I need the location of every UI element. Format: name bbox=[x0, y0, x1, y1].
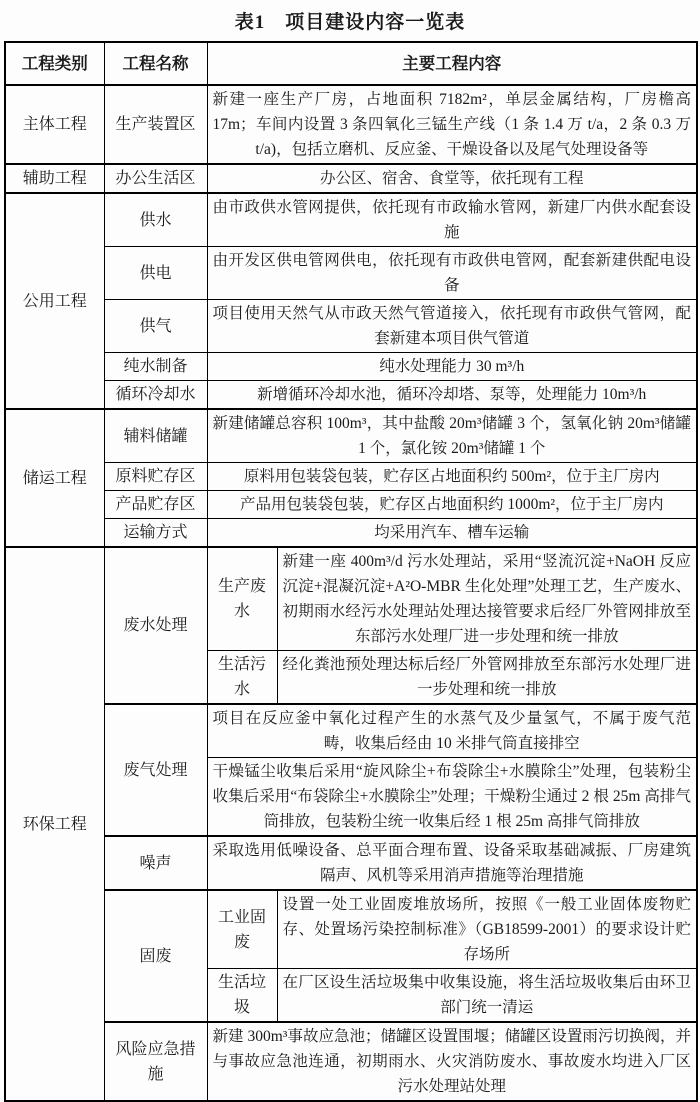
content-cell: 项目使用天然气从市政天然气管道接入，依托现有市政供气管网，配套新建本项目供气管道 bbox=[207, 300, 697, 353]
content-cell: 均采用汽车、槽车运输 bbox=[207, 519, 697, 548]
content-cell: 产品用包装袋包装，贮存区占地面积约 1000m²，位于主厂房内 bbox=[207, 491, 697, 519]
table-row bbox=[5, 519, 697, 548]
name-cell: 噪声 bbox=[104, 836, 207, 890]
name-cell: 纯水制备 bbox=[104, 353, 207, 381]
table-row bbox=[5, 164, 697, 193]
table-row bbox=[5, 409, 697, 463]
name-cell: 风险应急措施 bbox=[104, 1022, 207, 1101]
table-row bbox=[5, 463, 697, 491]
table-row bbox=[5, 353, 697, 381]
name-cell: 辅料储罐 bbox=[104, 409, 207, 463]
content-cell: 经化粪池预处理达标后经厂外管网排放至东部污水处理厂进一步处理和统一排放 bbox=[277, 651, 697, 705]
content-cell: 由开发区供电管网供电，依托现有市政供电管网，配套新建供配电设备 bbox=[207, 247, 697, 300]
name-cell: 供气 bbox=[104, 300, 207, 353]
table-row bbox=[5, 247, 697, 300]
category-cell: 环保工程 bbox=[5, 547, 104, 1101]
name-cell: 产品贮存区 bbox=[104, 491, 207, 519]
table-row bbox=[5, 381, 697, 410]
subname-cell: 生产废水 bbox=[207, 547, 277, 651]
table-row bbox=[5, 836, 697, 890]
content-cell: 干燥锰尘收集后采用“旋风除尘+布袋除尘+水膜除尘”处理，包装粉尘收集后采用“布袋除尘+水膜除尘”处理；干燥粉尘通过 2 根 25m 高排气筒排放，包装粉尘统一收集后经 1 根 25m 高排气筒排放 bbox=[207, 758, 697, 837]
document-page bbox=[0, 7, 700, 1095]
content-cell: 新增循环冷却水池，循环冷却塔、泵等，处理能力 10m³/h bbox=[207, 381, 697, 410]
project-construction-table bbox=[4, 41, 698, 1102]
category-cell: 公用工程 bbox=[5, 193, 104, 409]
content-cell: 在厂区设生活垃圾集中收集设施，将生活垃圾收集后由环卫部门统一清运 bbox=[277, 969, 697, 1023]
subname-cell: 生活污水 bbox=[207, 651, 277, 705]
name-cell: 固废 bbox=[104, 890, 207, 1022]
header-category: 工程类别 bbox=[5, 42, 104, 85]
subname-cell: 工业固废 bbox=[207, 890, 277, 969]
table-title: 表1 项目建设内容一览表 bbox=[234, 12, 466, 33]
table-row bbox=[5, 300, 697, 353]
header-content: 主要工程内容 bbox=[207, 42, 697, 85]
table-row bbox=[5, 85, 697, 164]
table-row bbox=[5, 193, 697, 247]
content-cell: 新建 300m³事故应急池；储罐区设置围堰；储罐区设置雨污切换阀，并与事故应急池连通，初期雨水、火灾消防废水、事故废水均进入厂区污水处理站处理 bbox=[207, 1022, 697, 1101]
name-cell: 供水 bbox=[104, 193, 207, 247]
content-cell: 纯水处理能力 30 m³/h bbox=[207, 353, 697, 381]
table-row bbox=[5, 1022, 697, 1101]
table-row bbox=[5, 547, 697, 651]
table-row bbox=[5, 491, 697, 519]
content-cell: 采取选用低噪设备、总平面合理布置、设备采取基础减振、厂房建筑隔声、风机等采用消声措施等治理措施 bbox=[207, 836, 697, 890]
table-row bbox=[5, 890, 697, 969]
category-cell: 辅助工程 bbox=[5, 164, 104, 193]
name-cell: 原料贮存区 bbox=[104, 463, 207, 491]
content-cell: 设置一处工业固废堆放场所，按照《一般工业固体废物贮存、处置场污染控制标准》（GB18599-2001）的要求设计贮存场所 bbox=[277, 890, 697, 969]
name-cell: 运输方式 bbox=[104, 519, 207, 548]
header-row bbox=[5, 42, 697, 85]
content-cell: 新建储罐总容积 100m³，其中盐酸 20m³储罐 3 个，氢氧化钠 20m³储罐 1 个，氯化铵 20m³储罐 1 个 bbox=[207, 409, 697, 463]
name-cell: 循环冷却水 bbox=[104, 381, 207, 410]
name-cell: 生产装置区 bbox=[104, 85, 207, 164]
name-cell: 供电 bbox=[104, 247, 207, 300]
content-cell: 办公区、宿舍、食堂等，依托现有工程 bbox=[207, 164, 697, 193]
content-cell: 由市政供水管网提供，依托现有市政输水管网，新建厂内供水配套设施 bbox=[207, 193, 697, 247]
category-cell: 主体工程 bbox=[5, 85, 104, 164]
header-name: 工程名称 bbox=[104, 42, 207, 85]
category-cell: 储运工程 bbox=[5, 409, 104, 547]
content-cell: 原料用包装袋包装，贮存区占地面积约 500m²，位于主厂房内 bbox=[207, 463, 697, 491]
table-row bbox=[5, 704, 697, 758]
name-cell: 废水处理 bbox=[104, 547, 207, 704]
name-cell: 办公生活区 bbox=[104, 164, 207, 193]
content-cell: 新建一座 400m³/d 污水处理站，采用“竖流沉淀+NaOH 反应沉淀+混凝沉淀+A²O-MBR 生化处理”处理工艺，生产废水、初期雨水经污水处理站处理达接管要求后经厂外管网排放至东部污水处理厂进一步处理和统一排放 bbox=[277, 547, 697, 651]
content-cell: 项目在反应釜中氧化过程产生的水蒸气及少量氢气，不属于废气范畴，收集后经由 10 米排气筒直接排空 bbox=[207, 704, 697, 758]
content-cell: 新建一座生产厂房，占地面积 7182m²，单层金属结构，厂房檐高 17m；车间内设置 3 条四氧化三锰生产线（1 条 1.4 万 t/a，2 条 0.3 万 t/a)，包括立磨机、反应釜、干燥设备以及尾气处理设备等 bbox=[207, 85, 697, 164]
subname-cell: 生活垃圾 bbox=[207, 969, 277, 1023]
name-cell: 废气处理 bbox=[104, 704, 207, 836]
